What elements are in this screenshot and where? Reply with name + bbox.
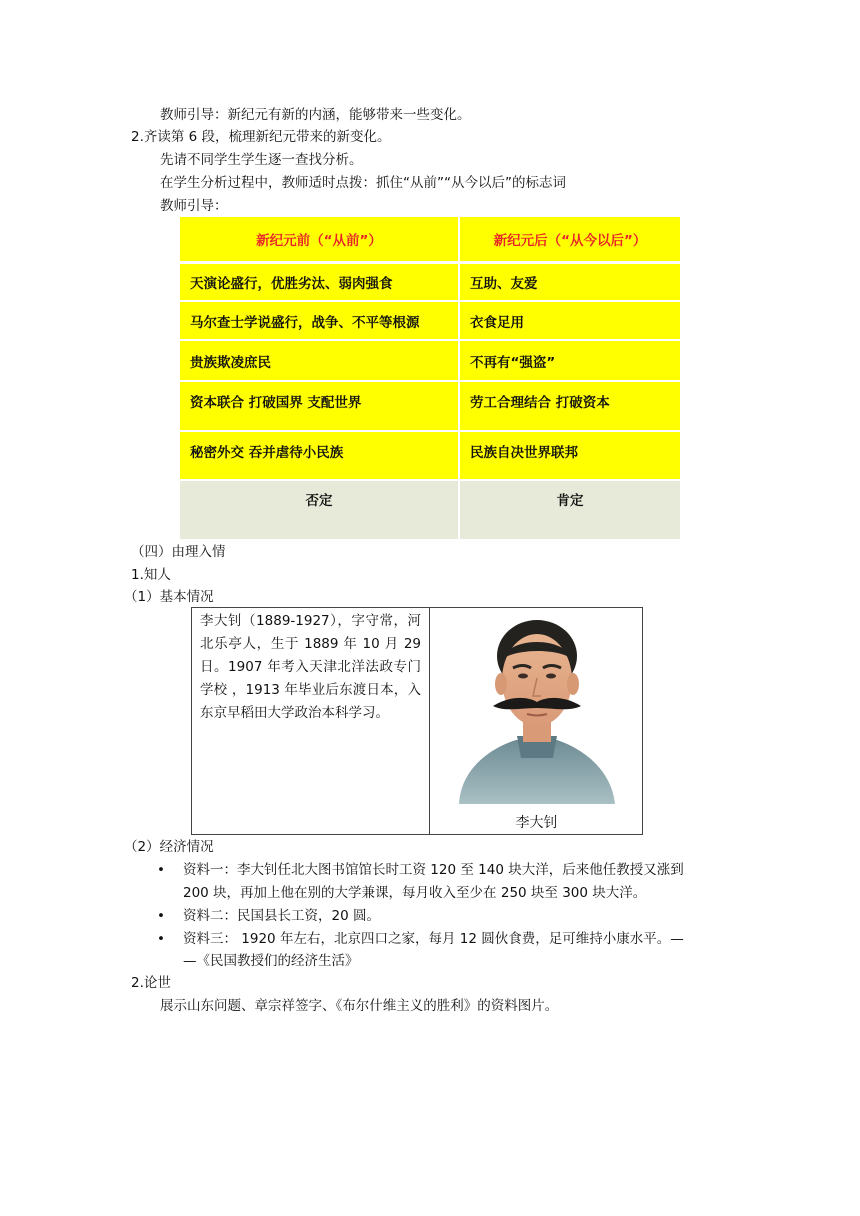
footer-affirmation: 肯定 xyxy=(460,481,680,539)
step-2-line-b: 在学生分析过程中，教师适时点拨：抓住“从前”“从今以后”的标志词 xyxy=(160,175,566,191)
cell-after: 民族自决世界联邦 xyxy=(460,432,680,481)
cell-before: 马尔查士学说盛行，战争、不平等根源 xyxy=(180,302,460,341)
table-row xyxy=(180,341,680,382)
comparison-table xyxy=(180,217,680,539)
material-2: 资料二：民国县长工资，20 圆。 xyxy=(183,908,380,924)
table-row xyxy=(180,264,680,302)
table-row xyxy=(180,382,680,432)
biography-text: 李大钊（1889-1927），字守常，河北乐亭人，生于 1889 年 10 月 29 日。1907 年考入天津北洋法政专门学校 ，1913 年毕业后东渡日本，入东京早稻田大学政治本科学习。 xyxy=(192,608,430,834)
material-1-line-a: 资料一：李大钊任北大图书馆馆长时工资 120 至 140 块大洋，后来他任教授又涨到 xyxy=(183,862,684,878)
comparison-table-header xyxy=(180,217,680,264)
teacher-guide-line-2: 教师引导： xyxy=(160,198,228,214)
know-person-heading: 1.知人 xyxy=(131,567,171,583)
table-row xyxy=(180,432,680,481)
header-before-new-era: 新纪元前（“从前”） xyxy=(180,217,460,264)
cell-before: 贵族欺凌庶民 xyxy=(180,341,460,382)
portrait-photo xyxy=(431,608,642,834)
cell-before: 秘密外交 吞并虐待小民族 xyxy=(180,432,460,481)
basic-info-heading: （1）基本情况 xyxy=(124,589,214,605)
comparison-table-footer xyxy=(180,481,680,539)
bullet-icon: • xyxy=(157,908,165,924)
cell-before: 天演论盛行，优胜劣汰、弱肉强食 xyxy=(180,264,460,302)
material-3-line-b: —《民国教授们的经济生活》 xyxy=(183,953,359,969)
cell-before: 资本联合 打破国界 支配世界 xyxy=(180,382,460,432)
portrait-icon xyxy=(431,608,642,808)
biography-table xyxy=(191,607,643,835)
discuss-text: 展示山东问题、章宗祥签字、《布尔什维主义的胜利》的资料图片。 xyxy=(160,998,559,1014)
economy-heading: （2）经济情况 xyxy=(124,839,214,855)
footer-negation: 否定 xyxy=(180,481,460,539)
bullet-icon: • xyxy=(157,931,165,947)
material-3-line-a: 资料三： 1920 年左右，北京四口之家，每月 12 圆伙食费，足可维持小康水平。— xyxy=(183,931,684,947)
cell-after: 衣食足用 xyxy=(460,302,680,341)
discuss-heading: 2.论世 xyxy=(131,975,171,991)
header-after-new-era: 新纪元后（“从今以后”） xyxy=(460,217,680,264)
step-2-line-a: 先请不同学生学生逐一查找分析。 xyxy=(160,152,363,168)
portrait-caption: 李大钊 xyxy=(515,815,558,831)
step-2-heading: 2.齐读第 6 段，梳理新纪元带来的新变化。 xyxy=(131,129,391,145)
cell-after: 不再有“强盗” xyxy=(460,341,680,382)
cell-after: 劳工合理结合 打破资本 xyxy=(460,382,680,432)
teacher-guide-line-1: 教师引导：新纪元有新的内涵，能够带来一些变化。 xyxy=(160,107,471,123)
section-4-heading: （四）由理入情 xyxy=(131,544,226,560)
bullet-icon: • xyxy=(157,862,165,878)
cell-after: 互助、友爱 xyxy=(460,264,680,302)
material-1-line-b: 200 块，再加上他在别的大学兼课，每月收入至少在 250 块至 300 块大洋。 xyxy=(183,885,647,901)
table-row xyxy=(180,302,680,341)
